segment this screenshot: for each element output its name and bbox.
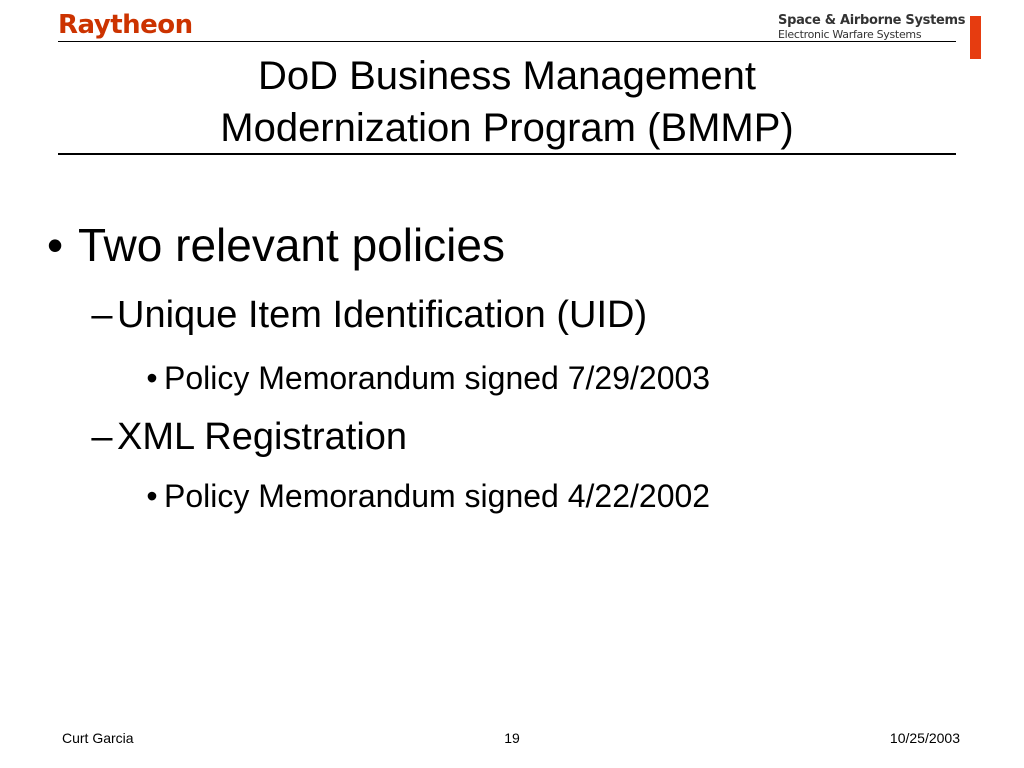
footer-page-number: 19	[504, 730, 520, 746]
bullet-level3	[140, 360, 710, 397]
bullet-level1	[32, 218, 505, 272]
bullet-level3	[140, 478, 710, 515]
bullet-level2	[87, 416, 407, 459]
slide-title-line1: DoD Business Management	[257, 54, 757, 98]
dash-marker: –	[91, 416, 113, 458]
bullet-marker: •	[46, 219, 64, 271]
bullet-text: Two relevant policies	[78, 219, 505, 271]
bullet-text: Policy Memorandum signed 7/29/2003	[164, 360, 711, 396]
bullet-level2	[87, 294, 647, 337]
bullet-text: XML Registration	[117, 416, 408, 458]
dash-marker: –	[91, 294, 113, 336]
bullet-marker: •	[146, 360, 158, 396]
footer-date: 10/25/2003	[889, 730, 960, 746]
division-subname: Electronic Warfare Systems	[778, 28, 922, 41]
footer-author: Curt Garcia	[62, 730, 134, 746]
slide-title-line2: Modernization Program (BMMP)	[220, 106, 794, 150]
raytheon-logo: Raytheon	[58, 10, 193, 40]
division-name: Space & Airborne Systems	[778, 13, 966, 28]
bullet-text: Policy Memorandum signed 4/22/2002	[164, 478, 711, 514]
bullet-marker: •	[146, 478, 158, 514]
bullet-text: Unique Item Identification (UID)	[117, 294, 648, 336]
